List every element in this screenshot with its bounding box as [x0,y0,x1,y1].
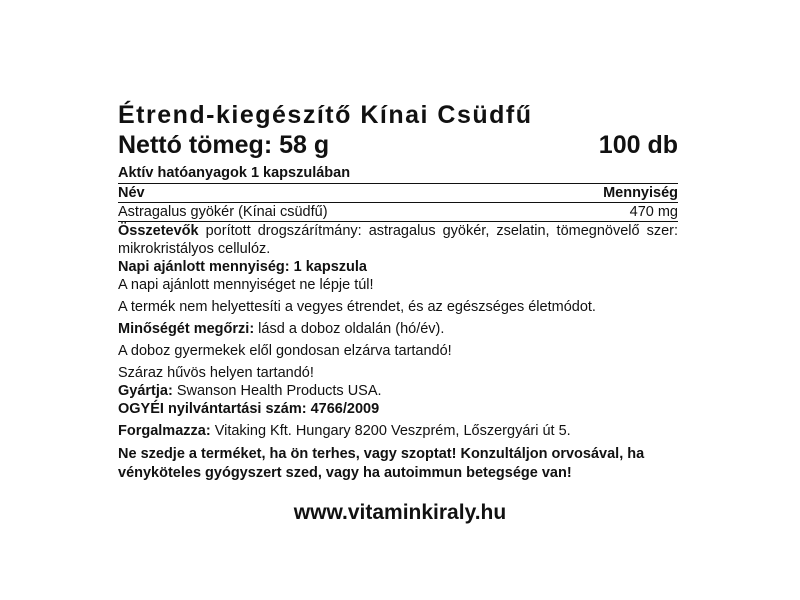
ingredient-name: Astragalus gyökér (Kínai csüdfű) [118,203,530,222]
table-row [118,203,678,222]
column-header-amount: Mennyiség [530,184,678,203]
distributor-value: Vitaking Kft. Hungary 8200 Veszprém, Lőszergyári út 5. [210,423,571,439]
net-weight: Nettó tömeg: 58 g [118,131,330,159]
website-url: www.vitaminkiraly.hu [293,501,507,524]
best-before-value: lásd a doboz oldalán (hó/év). [254,321,445,337]
distributor-label: Forgalmazza: [118,423,211,439]
child-safety-note: A doboz gyermekek elől gondosan elzárva tartandó! [118,343,452,359]
registration-number: OGYÉI nyilvántartási szám: 4766/2009 [118,401,380,417]
active-ingredients-heading: Aktív hatóanyagok 1 kapszulában [118,165,351,181]
active-ingredients-table [118,183,678,222]
ingredients-label: Összetevők [118,223,199,239]
best-before [118,320,678,338]
ingredient-amount: 470 mg [530,203,678,222]
pregnancy-warning: Ne szedje a terméket, ha ön terhes, vagy szoptat! Konzultáljon orvosával, ha vényköteles gyógyszert szed, vagy ha autoimmun betegsége van! [118,446,645,481]
diet-note: A termék nem helyettesíti a vegyes étrendet, és az egészséges életmódot. [118,299,596,315]
best-before-label: Minőségét megőrzi: [118,321,255,337]
dosage-note: A napi ajánlott mennyiséget ne lépje túl! [118,277,374,293]
ingredients-text [118,222,678,258]
manufacturer [118,382,678,400]
capsule-count: 100 db [598,131,678,159]
table-header-row [118,184,678,203]
product-label [118,100,678,498]
dosage-heading: Napi ajánlott mennyiség: 1 kapszula [118,259,367,275]
net-weight-row [118,130,678,162]
column-header-name: Név [118,184,530,203]
manufacturer-label: Gyártja: [118,383,173,399]
product-title: Étrend-kiegészítő Kínai Csüdfű [118,101,533,129]
storage-note: Száraz hűvös helyen tartandó! [118,365,314,381]
distributor [118,422,678,440]
manufacturer-value: Swanson Health Products USA. [172,383,382,399]
ingredients-value: porított drogszárítmány: astragalus gyökér, zselatin, tömegnövelő szer: mikrokristályos cellulóz. [118,223,678,257]
